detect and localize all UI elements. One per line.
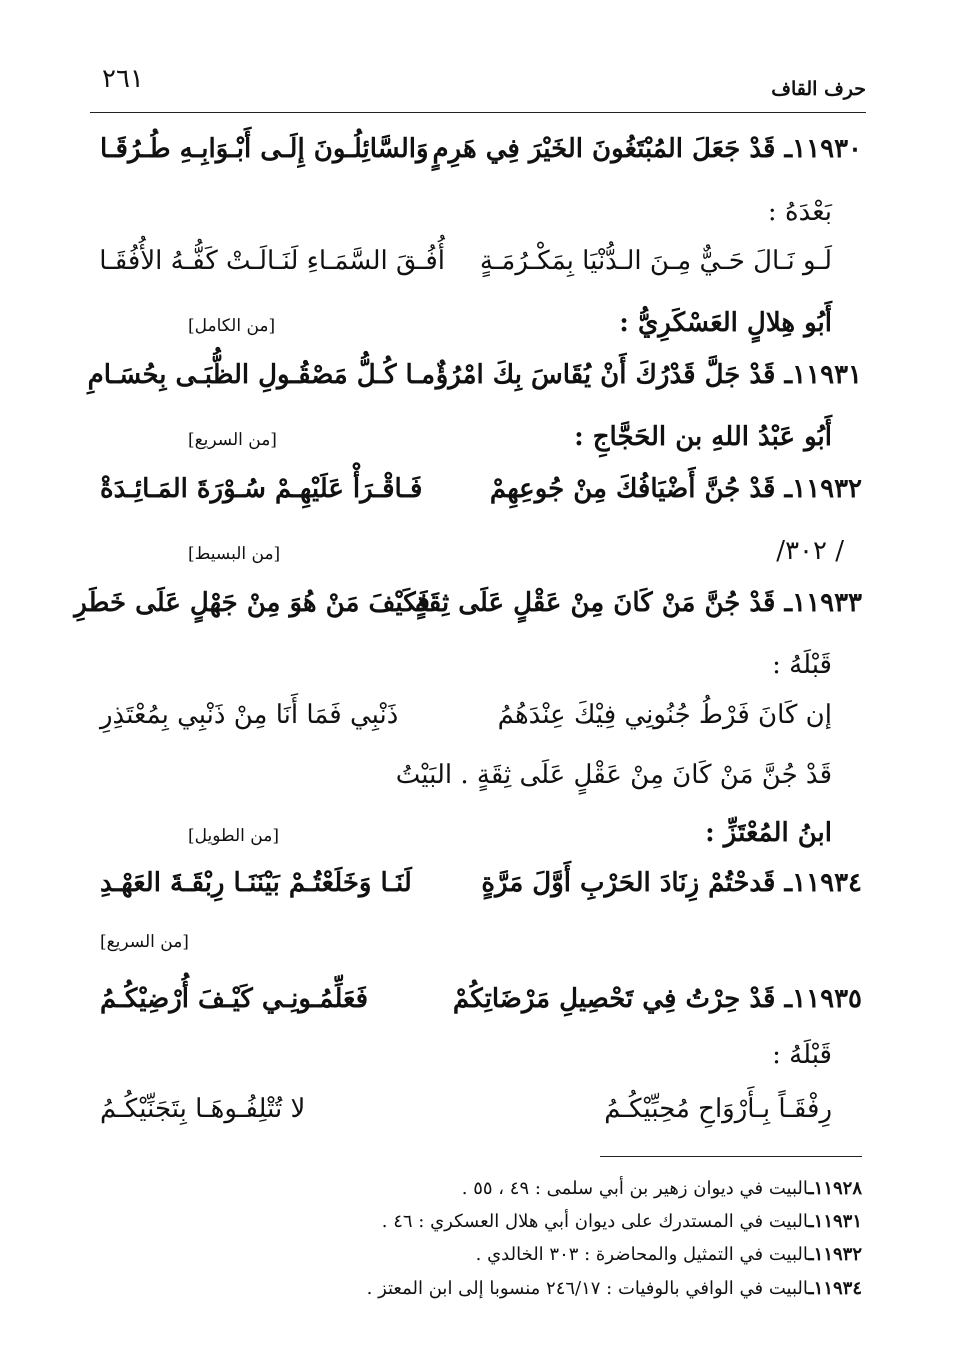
footnote-number: ١١٩٣٤ـ <box>808 1278 862 1299</box>
verse-first-hemistich: لَـو نَـالَ حَـيٌّ مِـنَ الـدُّنْيَا بِمَكْـرُمَـةٍ <box>479 246 832 276</box>
verse-second-hemistich: فَعَلِّمُـونِـي كَيْـفَ أُرْضِيْكُـمُ <box>100 984 369 1014</box>
footnote <box>100 1244 862 1265</box>
verse-number: ١١٩٣٤ـ <box>784 868 862 898</box>
meter-label: [من الكامل] <box>188 316 276 336</box>
verse-second-hemistich: ذَنْبِي فَمَا أَنَا مِنْ ذَنْبِي بِمُعْتَذِرِ <box>100 700 399 730</box>
meter-row <box>100 932 862 952</box>
running-head: حرف القاف <box>771 78 866 100</box>
footnote-text: البيت في ديوان زهير بن أبي سلمى : ٤٩ ، ٥٥ . <box>461 1178 809 1199</box>
footnote-text: البيت في التمثيل والمحاضرة : ٣٠٣ الخالدي . <box>475 1244 809 1265</box>
page-reference: / ٣٠٢/ <box>776 536 844 566</box>
header-rule <box>90 112 866 113</box>
intro-label: قَبْلَهُ : <box>772 650 832 680</box>
verse-number: ١١٩٣١ـ <box>784 360 862 390</box>
verse-before-11935 <box>100 1094 862 1124</box>
footnote-rule <box>600 1156 862 1157</box>
poet-attribution-row <box>100 422 862 452</box>
verse-number: ١١٩٣٣ـ <box>784 588 862 618</box>
verse-second-hemistich: وَالسَّائِلُـونَ إِلَـى أَبْـوَابِـهِ طُـرُقَـا <box>100 134 429 164</box>
meter-label: [من الطويل] <box>188 826 279 846</box>
verse-11934 <box>100 868 862 898</box>
verse-second-hemistich: فَـاقْـرَأْ عَلَيْهِـمْ سُـوْرَةَ المَـائِـدَةْ <box>100 474 423 504</box>
verse-first-hemistich <box>414 588 862 618</box>
verse-second-hemistich: لا تُتْلِفُـوهَـا بِتَجَنِّيْكُـمُ <box>100 1094 306 1124</box>
verse-second-hemistich: مـا كُـلُّ مَصْقُـولِ الظُّبَـى بِحُسَـامِ <box>87 360 435 390</box>
footnote-text: البيت في الوافي بالوفيات : ٢٤٦/١٧ منسوبا إلى ابن المعتز . <box>366 1278 809 1299</box>
hemistich-text: قَدْ جُنَّ أَضْيَافُكَ مِنْ جُوعِهِمْ <box>489 474 776 504</box>
poet-name: ابنُ المُعْتَزِّ : <box>705 818 832 848</box>
verse-first-hemistich: رِفْقَـاً بِـأَرْوَاحِ مُحِبِّيْكُـمُ <box>604 1094 832 1124</box>
quoted-hemistich: قَدْ جُنَّ مَنْ كَانَ مِنْ عَقْلٍ عَلَى ثِقَةٍ . البَيْتُ <box>395 760 832 790</box>
hemistich-text: قَدْ جَلَّ قَدْرُكَ أَنْ يُقَاسَ بِكَ امْرُؤٌ <box>435 360 776 390</box>
verse-11932 <box>100 474 862 504</box>
footnote-number: ١١٩٢٨ـ <box>808 1178 862 1199</box>
verse-second-hemistich: لَنَـا وَخَلَعْتُـمْ بَيْنَنَـا رِبْقَـةَ العَهْـدِ <box>100 868 412 898</box>
intro-label: قَبْلَهُ : <box>772 1040 832 1070</box>
footnote <box>100 1278 862 1299</box>
intro-before <box>100 1040 862 1070</box>
verse-11931 <box>87 360 862 390</box>
poet-attribution-row <box>100 308 862 338</box>
verse-first-hemistich <box>477 868 862 898</box>
verse-first-hemistich: إن كَانَ فَرْطُ جُنُونِي فِيْكَ عِنْدَهُمُ <box>497 700 832 730</box>
footnote-text: البيت في المستدرك على ديوان أبي هلال العسكري : ٤٦ . <box>381 1211 809 1232</box>
verse-before-11933 <box>100 700 862 730</box>
verse-11933 <box>74 588 862 618</box>
poet-name: أَبُو هِلالٍ العَسْكَرِيُّ : <box>619 308 832 338</box>
footnote-number: ١١٩٣١ـ <box>808 1211 862 1232</box>
hemistich-text: قَدْ جُنَّ مَنْ كَانَ مِنْ عَقْلٍ عَلَى ثِقَةٍ <box>414 588 776 618</box>
hemistich-text: قَدْ جَعَلَ المُبْتَغُونَ الخَيْرَ فِي هَرِمٍ <box>432 134 776 164</box>
meter-label: [من السريع] <box>188 430 277 450</box>
page-number: ٢٦١ <box>102 64 144 94</box>
footnote <box>100 1211 862 1232</box>
page-header <box>90 64 866 104</box>
reference-row <box>100 536 862 566</box>
footnote-number: ١١٩٣٢ـ <box>808 1244 862 1265</box>
verse-number: ١١٩٣٥ـ <box>784 984 862 1014</box>
poet-name: أَبُو عَبْدُ اللهِ بن الحَجَّاجِ : <box>574 422 832 452</box>
verse-11935 <box>100 984 862 1014</box>
verse-first-hemistich <box>432 134 862 164</box>
verse-quotation <box>100 760 862 790</box>
verse-number: ١١٩٣٠ـ <box>784 134 862 164</box>
verse-number: ١١٩٣٢ـ <box>784 474 862 504</box>
intro-after <box>100 197 862 227</box>
hemistich-text: قَدحْتُمْ زِنَادَ الحَرْبِ أَوَّلَ مَرَّةٍ <box>481 868 776 898</box>
footnote <box>100 1178 862 1199</box>
intro-before <box>100 650 862 680</box>
verse-11930 <box>100 134 862 164</box>
verse-second-hemistich: أُفُـقَ السَّمَـاءِ لَنَـالَـتْ كَفُّـهُ الأُفُقَـا <box>99 246 445 276</box>
hemistich-text: قَدْ حِرْتُ فِي تَحْصِيلِ مَرْضَاتِكُمْ <box>452 984 776 1014</box>
verse-first-hemistich <box>435 360 862 390</box>
meter-label: [من السريع] <box>100 932 189 952</box>
verse-first-hemistich <box>477 474 862 504</box>
meter-label: [من البسيط] <box>188 544 281 564</box>
verse-first-hemistich <box>452 984 862 1014</box>
verse-after-11930 <box>100 246 862 276</box>
verse-second-hemistich: فَكَيْفَ مَنْ هُوَ مِنْ جَهْلٍ عَلَى خَطَرِ <box>74 588 430 618</box>
intro-label: بَعْدَهُ : <box>767 197 832 227</box>
poet-attribution-row <box>100 818 862 848</box>
